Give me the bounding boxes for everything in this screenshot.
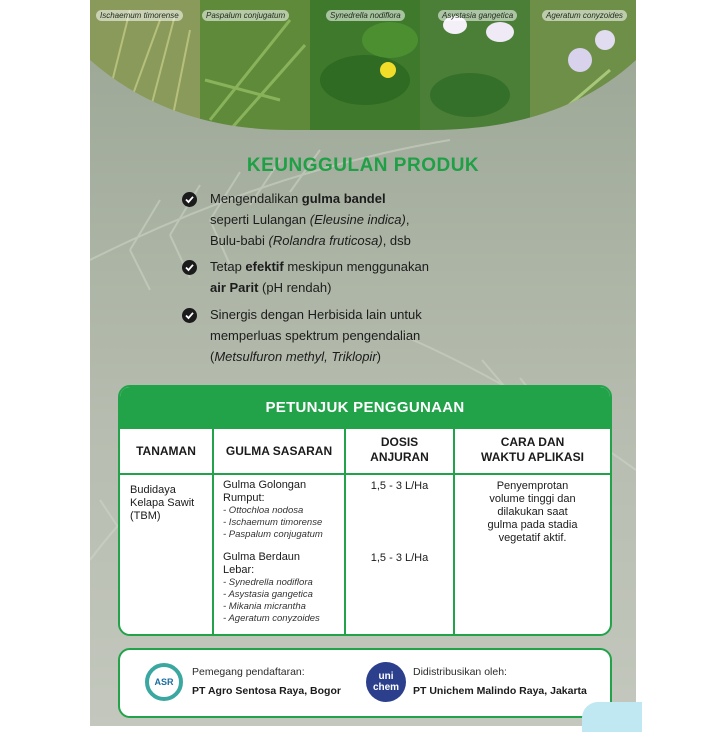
asr-logo: [145, 663, 183, 701]
adv2-text-e: (pH rendah): [258, 280, 332, 295]
weed-species: - Paspalum conjugatum: [223, 529, 323, 540]
advantage-item-2: [210, 256, 530, 298]
check-icon: [182, 260, 197, 275]
adv2-text-c: meskipun menggunakan: [283, 259, 429, 274]
weed-species: - Ottochloa nodosa: [223, 505, 304, 516]
weed-group-grass: [223, 479, 343, 541]
crop-cell: [130, 484, 210, 523]
weed-group-name: Gulma Berdaun: [223, 551, 301, 563]
adv2-text-bold: efektif: [245, 259, 284, 274]
asr-logo-text: ASR: [154, 677, 174, 687]
plant-label-4: Asystasia gangetica: [438, 10, 517, 21]
adv1-text-a: Mengendalikan: [210, 191, 302, 206]
adv1-text-f: Bulu-babi: [210, 233, 269, 248]
crop-line: Kelapa Sawit: [130, 497, 195, 509]
check-icon: [182, 308, 197, 323]
adv2-text-a: Tetap: [210, 259, 246, 274]
unichem-logo-line2: chem: [372, 682, 400, 693]
distributor-label: Didistribusikan oleh:: [413, 666, 507, 678]
header-cara-line1: CARA DAN: [500, 435, 565, 449]
dose-grass: 1,5 - 3 L/Ha: [370, 480, 429, 492]
table-divider: [212, 429, 214, 634]
adv1-text-italic1: (Eleusine indica): [309, 212, 406, 227]
weed-species: - Asystasia gangetica: [223, 589, 313, 600]
adv1-text-e: ,: [405, 212, 410, 227]
usage-title: PETUNJUK PENGGUNAAN: [120, 387, 610, 429]
advantages-title: KEUNGGULAN PRODUK: [246, 155, 480, 176]
weed-group-broadleaf: [223, 551, 343, 625]
table-divider: [120, 473, 610, 475]
footer-box: [118, 648, 612, 718]
crop-line: (TBM): [130, 510, 161, 522]
adv1-text-italic2: (Rolandra fruticosa): [268, 233, 383, 248]
registrant-name: PT Agro Sentosa Raya, Bogor: [192, 685, 341, 697]
header-tanaman: TANAMAN: [136, 444, 196, 458]
application-method: [455, 480, 610, 545]
method-line: vegetatif aktif.: [498, 532, 567, 544]
adv3-paren-close: ): [376, 349, 381, 364]
adv1-text-c: seperti Lulangan: [210, 212, 310, 227]
dose-broadleaf: 1,5 - 3 L/Ha: [370, 552, 429, 564]
adv3-text-italic: Metsulfuron methyl, Triklopir: [214, 349, 377, 364]
method-line: Penyemprotan: [496, 480, 569, 492]
corner-decoration: [582, 702, 642, 732]
header-dosis-line2: ANJURAN: [370, 450, 429, 464]
weed-species: - Synedrella nodiflora: [223, 577, 313, 588]
header-dosis: [346, 435, 453, 465]
header-cara: [455, 435, 610, 465]
plant-label-3: Synedrella nodiflora: [326, 10, 405, 21]
advantage-item-3: [210, 304, 530, 367]
adv1-text-bold: gulma bandel: [301, 191, 386, 206]
header-cara-line2: WAKTU APLIKASI: [481, 450, 584, 464]
usage-grid: [120, 429, 610, 634]
adv1-text-h: , dsb: [382, 233, 411, 248]
method-line: volume tinggi dan: [489, 493, 576, 505]
unichem-logo-line1: uni: [378, 671, 394, 682]
weed-group-name: Lebar:: [223, 564, 255, 576]
unichem-logo-text: [366, 671, 406, 693]
plant-label-2: Paspalum conjugatum: [202, 10, 289, 21]
adv3-paren-open: (: [210, 349, 215, 364]
weed-species: - Mikania micrantha: [223, 601, 306, 612]
plant-label-1: Ischaemum timorense: [96, 10, 183, 21]
advantage-item-1: [210, 188, 530, 251]
weed-species: - Ageratum conyzoides: [223, 613, 320, 624]
weed-group-name: Rumput:: [223, 492, 265, 504]
plant-label-5: Ageratum conyzoides: [542, 10, 627, 21]
method-line: dilakukan saat: [497, 506, 568, 518]
check-icon: [182, 192, 197, 207]
adv3-text-b: memperluas spektrum pengendalian: [210, 328, 421, 343]
product-flyer: [90, 0, 636, 726]
registrant-label: Pemegang pendaftaran:: [192, 666, 305, 678]
distributor-name: PT Unichem Malindo Raya, Jakarta: [413, 685, 587, 697]
unichem-logo: [366, 662, 406, 702]
header-gulma: GULMA SASARAN: [225, 444, 333, 458]
adv2-text-bold2: air Parit: [210, 280, 259, 295]
method-line: gulma pada stadia: [487, 519, 578, 531]
crop-line: Budidaya: [130, 484, 176, 496]
weed-photo-strip: [90, 0, 636, 130]
adv3-text-a: Sinergis dengan Herbisida lain untuk: [210, 307, 422, 322]
header-dosis-line1: DOSIS: [380, 435, 419, 449]
usage-instructions-table: [118, 385, 612, 636]
weed-group-name: Gulma Golongan: [223, 479, 307, 491]
weed-species: - Ischaemum timorense: [223, 517, 323, 528]
